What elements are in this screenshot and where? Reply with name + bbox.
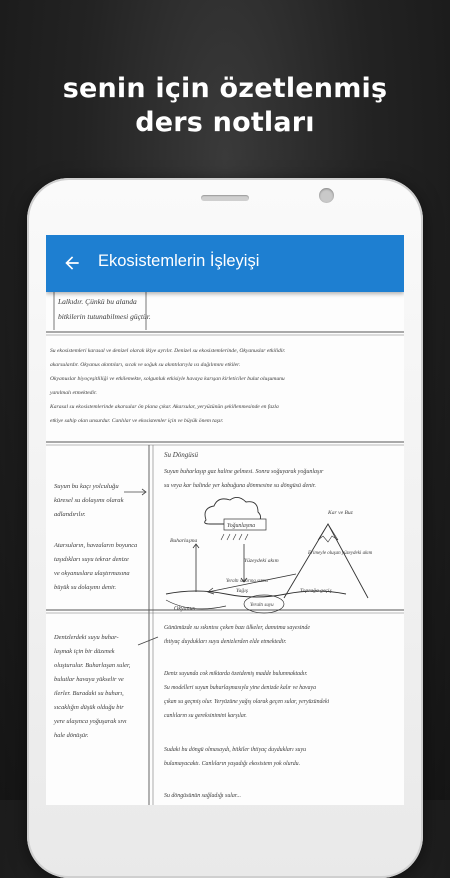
note-left-a-line-1: Suyun bu kaçı yolculuğu (54, 483, 119, 490)
note-intro-line-4: yanılmalı etmektedir. (50, 390, 97, 396)
note-right-c-line-2: Su modelleri suyun buharlaşmasıyla yine denizde kalır ve havaya (164, 685, 316, 691)
app-bar (46, 235, 404, 292)
note-right-c-line-3: çıkan su geçmiş olur. Yeryüzüne yağış olarak geçen sular, yeryüzündeki (164, 699, 330, 705)
promo-headline-line-2: ders notları (135, 107, 315, 138)
note-left-b-line-4: büyük su dolaşımı denir. (54, 584, 117, 591)
note-left-c-line-8: hale dönüşür. (54, 732, 89, 739)
note-page[interactable] (46, 292, 404, 805)
diagram-label-precipitation: Yağış (236, 588, 248, 594)
diagram-label-groundwater: Yeraltı sularına sızma (226, 579, 268, 584)
note-right-c-line-1: Deniz suyunda cok miktarda özetdemiş madde bulunmaktadır. (164, 671, 308, 677)
note-top-line-2: bitkilerin tutunabilmesi güçtür. (58, 312, 151, 321)
arrow-left-icon (62, 253, 82, 273)
diagram-label-melt: Erimeyle oluşan yüzeydeki akım (308, 551, 373, 556)
note-left-c-line-4: bulutlar havaya yükselir ve (54, 676, 124, 683)
diagram-label-evaporation: Buharlaşma (170, 538, 198, 544)
note-intro-line-2: akarsulardır. Okyanus akıntıları, sıcak ve soğuk su akıntılarıyla ısı dağılımını etkiler. (50, 362, 241, 368)
note-right-d-line-2: bulamayacaktı. Canlıların yaşadığı ekosistem yok olurdu. (164, 761, 301, 767)
note-left-a-line-3: adlandırılır. (54, 511, 86, 518)
water-cycle-diagram (166, 497, 373, 613)
note-right-c-line-4: canlıların su gereksinimini karşılar. (164, 713, 247, 719)
note-right-d-line-1: Sudaki bu döngü olmasaydı, bitkiler ihtiyaç duydukları suyu (164, 747, 307, 753)
note-right-b-line-1: Günümüzde su sıkıntısı çeken bazı ülkeler, damıtma sayesinde (164, 625, 310, 631)
note-left-b-line-1: Atarsuların, havzaların boyunca (54, 542, 138, 549)
phone-speaker (201, 195, 249, 201)
note-left-c-line-1: Denizlerdeki suyu buhar- (54, 634, 119, 641)
note-bottom-line: Su döngüsünün sağladığı sular... (164, 793, 241, 799)
diagram-label-ocean: Okyanus (174, 606, 195, 612)
note-left-a-line-2: küresel su dolaşımı olarak (54, 497, 124, 504)
note-left-b-line-2: taşıdıkları suyu tekrar denize (54, 556, 129, 563)
mountain-icon (284, 524, 368, 598)
diagram-label-underground: Yeraltı suyu (250, 603, 274, 608)
note-left-c-line-7: yere ulaşınca yoğuşarak sıvı (54, 718, 127, 725)
note-top-line-1: Lalkıdır. Çünkü bu alanda (58, 297, 137, 306)
note-left-b-line-3: ve okyanuslara ulaştırmasına (54, 570, 130, 577)
note-section-body-1: Suyun buharlaşıp gaz haline gelmesi. Sonra soğuyarak yoğunlaşır (164, 469, 324, 475)
note-left-c-line-3: oluşturulur. Buharlaşan suler, (54, 662, 131, 669)
screen-title: Ekosistemlerin İşleyişi (98, 252, 260, 270)
back-button[interactable] (54, 245, 90, 281)
diagram-label-infiltration: Toprağa geçiş (300, 588, 332, 594)
diagram-label-cloud: Yoğunlaşma (227, 523, 256, 529)
note-left-c-line-6: sıcaklığın düşük olduğu bir (54, 704, 124, 711)
handwritten-note-sheet (46, 292, 404, 805)
note-section-body-2: su veya kar halinde yer kabuğuna dönmesine su döngüsü denir. (164, 483, 316, 489)
promo-headline (0, 72, 450, 140)
diagram-label-mountain: Kar ve Buz (328, 510, 353, 516)
note-left-c-line-2: laşmak için bir düzenek (54, 648, 115, 655)
phone-screen (46, 235, 404, 805)
promo-headline-line-1: senin için özetlenmiş (62, 73, 388, 104)
diagram-label-surface-flow: Yüzeydeki akım (244, 558, 279, 564)
note-section-title: Su Döngüsü (164, 451, 199, 459)
note-left-c-line-5: ilerler. Buradaki su buharı, (54, 690, 124, 697)
phone-camera (319, 188, 334, 203)
note-intro-line-5: Karasal su ekosistemlerinde akarsular ön plana çıkar. Akarsular, yeryüzünün şekillenmesinde en fazla (50, 404, 279, 410)
note-intro-line-1: Su ekosistemleri karasal ve denizel olarak ikiye ayrılır. Denizel su ekosistemlerinde, Okyanuslar etkilidir. (50, 348, 286, 354)
note-right-b-line-2: ihtiyaç duydukları suyu denizlerden elde etmektedir. (164, 639, 287, 645)
note-intro-line-6: etkiye sahip olan unsurdur. Canlılar ve ekosistemler için ve büyük önem taşır. (50, 418, 224, 424)
note-intro-line-3: Okyanuslar biyoçeşitliliği ve etkilemekte, solgunluk etkisiyle havaya karışan kirleticiler bulut oluşumunu (50, 376, 285, 382)
